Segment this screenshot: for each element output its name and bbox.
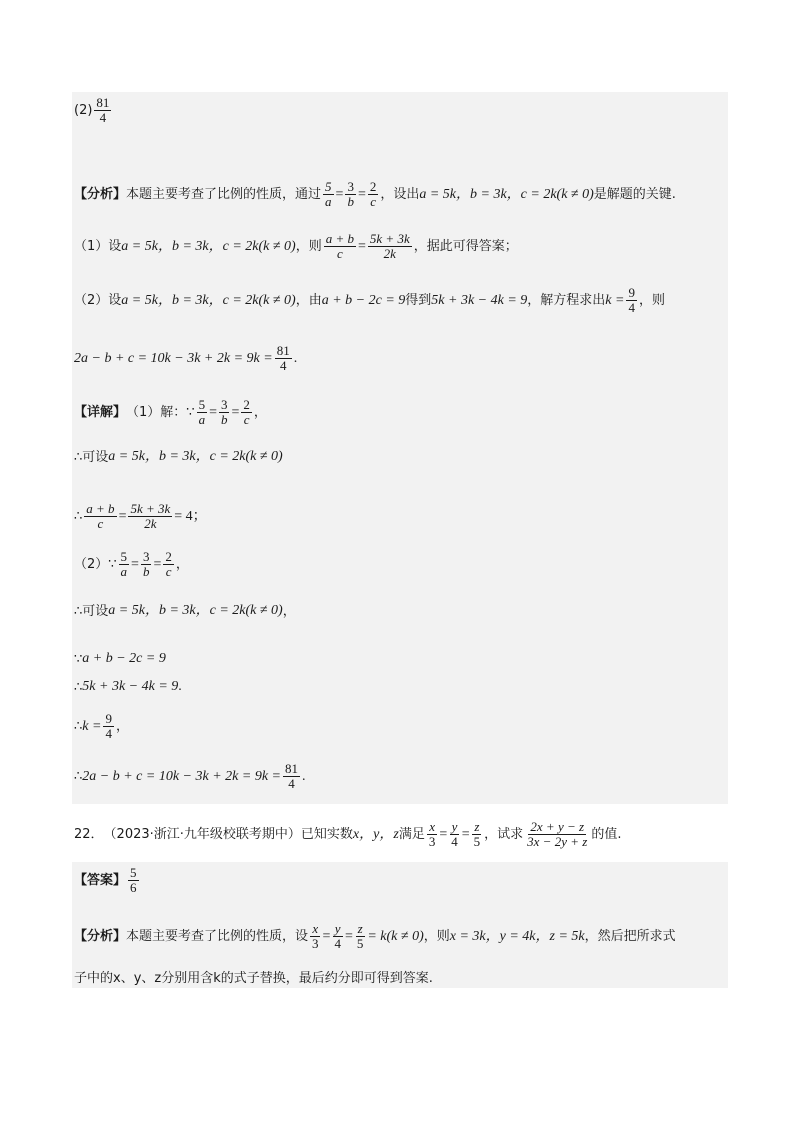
detail-part2: （2）∵ $\frac{5}{a}$ = $\frac{3}{b}$ = $\frac{2}{c}$ ， xyxy=(74,549,189,580)
equation: 5k + 3k − 4k = 9 xyxy=(431,292,528,308)
equation: a = 5k，b = 3k，c = 2k(k ≠ 0) xyxy=(108,449,283,464)
equation: k = xyxy=(82,718,102,734)
fraction: $\frac{81}{4}$ xyxy=(276,343,290,374)
step-2-result xyxy=(74,344,297,374)
fraction: $\frac{5}{a}$ xyxy=(120,549,128,580)
analysis-tag: 【分析】 xyxy=(74,187,127,203)
fraction: $\frac{2}{c}$ xyxy=(165,549,172,580)
fraction: $\frac{5}{a}$ xyxy=(198,397,206,428)
equation: 2a − b + c = 10k − 3k + 2k = 9k = xyxy=(82,768,281,784)
analysis-tag: 【分析】 xyxy=(74,929,127,945)
problem-text: 满足 xyxy=(398,827,425,843)
detail-set-2 xyxy=(74,604,296,618)
detail-final xyxy=(74,762,305,792)
fraction: $\frac{x}{3}$ xyxy=(428,819,436,850)
comma: ， xyxy=(253,405,267,421)
fraction: $\frac{a + b}{c}$ xyxy=(325,231,354,262)
detail-given xyxy=(74,652,166,666)
analysis-text: ，设出 xyxy=(380,187,420,203)
fraction: $\frac{5k + 3k}{2k}$ xyxy=(369,231,410,262)
prev-answer-fraction: $\frac{81}{4}$ xyxy=(96,95,110,126)
analysis-22: 【分析】 本题主要考查了比例的性质，设 $\frac{x}{3}$ = $\frac{y}{4}$ = $\frac{z}{5}$ = k(k ≠ 0) ，则 x = 3k，y = 4k，z = 5k ，然后把所求式 xyxy=(74,921,676,952)
step-text: ，则 xyxy=(295,239,322,255)
therefore-symbol: ∴ xyxy=(74,679,83,695)
problem-source: （2023·浙江·九年级校联考期中） xyxy=(103,827,301,843)
period: . xyxy=(301,768,306,784)
analysis-text: 是解题的关键. xyxy=(593,187,676,203)
fraction: $\frac{y}{4}$ xyxy=(334,921,341,952)
answer-tag: 【答案】 xyxy=(74,873,127,889)
step-label: （1）设 xyxy=(74,239,122,255)
therefore-symbol: ∴ xyxy=(74,769,83,785)
problem-22: 22． （2023·浙江·九年级校联考期中） 已知实数 x，y，z 满足 $\frac{x}{3}$ = $\frac{y}{4}$ = $\frac{z}{5}$ ，试求 $\frac{2x + y - z}{3x - 2y + z}$ 的值. xyxy=(74,819,622,850)
fraction: $\frac{2x + y - z}{3x - 2y + z}$ xyxy=(527,819,588,850)
detail-tag: 【详解】 xyxy=(74,405,127,421)
equation: a = 5k，b = 3k，c = 2k(k ≠ 0) xyxy=(121,238,296,254)
fraction: $\frac{5k + 3k}{2k}$ xyxy=(130,501,171,532)
fraction: $\frac{3}{b}$ xyxy=(220,397,228,428)
comma: ， xyxy=(282,603,296,619)
step-2: （2）设 a = 5k，b = 3k，c = 2k(k ≠ 0) ，由 a + b − 2c = 9 得到 5k + 3k − 4k = 9 ，解方程求出 k = $\frac{9}{4}$ ，则 xyxy=(74,285,665,316)
therefore-symbol: ∴ xyxy=(74,719,83,735)
analysis-text: ，然后把所求式 xyxy=(584,929,676,945)
detail-part1: 【详解】 （1）解：∵ $\frac{5}{a}$ = $\frac{3}{b}$ = $\frac{2}{c}$ ， xyxy=(74,397,267,428)
problem-text: ，试求 xyxy=(484,827,524,843)
step-1: （1）设 a = 5k，b = 3k，c = 2k(k ≠ 0) ，则 $\frac{a + b}{c}$ = $\frac{5k + 3k}{2k}$ ，据此可得答案； xyxy=(74,231,518,262)
step-text: ，则 xyxy=(638,293,665,309)
equation: a + b − 2c = 9 xyxy=(82,651,166,666)
detail-k-value xyxy=(74,712,129,742)
analysis-line: 【分析】 本题主要考查了比例的性质，通过 $\frac{5}{a}$ = $\frac{3}{b}$ = $\frac{2}{c}$ ，设出 a = 5k，b = 3k，c = 2k(k ≠ 0) 是解题的关键. xyxy=(74,179,676,210)
detail-set-1 xyxy=(74,450,283,464)
equation: a + b − 2c = 9 xyxy=(321,292,406,308)
analysis-text: 本题主要考查了比例的性质，设 xyxy=(126,929,309,945)
fraction: $\frac{5}{6}$ xyxy=(130,865,137,896)
because-symbol: ∵ xyxy=(74,651,83,667)
equation: a = 5k，b = 3k，c = 2k(k ≠ 0) xyxy=(419,186,594,202)
analysis-text: 本题主要考查了比例的性质，通过 xyxy=(126,187,322,203)
fraction: $\frac{3}{b}$ xyxy=(142,549,150,580)
analysis-text: 子中的x、y、z分别用含k的式子替换，最后约分即可得到答案. xyxy=(74,971,433,986)
fraction: $\frac{z}{5}$ xyxy=(473,819,481,850)
equation: x，y，z xyxy=(352,826,399,842)
problem-text: 已知实数 xyxy=(300,827,353,843)
equation: = k(k ≠ 0) xyxy=(367,928,424,944)
fraction: $\frac{y}{4}$ xyxy=(451,819,458,850)
fraction: $\frac{81}{4}$ xyxy=(284,761,298,792)
analysis-22-line2 xyxy=(74,972,433,985)
detail-label: （2）∵ xyxy=(74,557,117,573)
equation: 5k + 3k − 4k = 9 xyxy=(82,679,179,694)
detail-text: ∴可设 xyxy=(74,603,109,619)
comma: ， xyxy=(115,719,129,735)
equation: x = 3k，y = 4k，z = 5k xyxy=(449,928,585,944)
step-text: ，由 xyxy=(295,293,322,309)
prev-answer xyxy=(74,96,113,126)
period: . xyxy=(178,679,182,694)
fraction: $\frac{9}{4}$ xyxy=(628,285,635,316)
equation: 2a − b + c = 10k − 3k + 2k = 9k = xyxy=(74,350,273,366)
fraction: $\frac{z}{5}$ xyxy=(356,921,364,952)
fraction: $\frac{2}{c}$ xyxy=(243,397,250,428)
equation: a = 5k，b = 3k，c = 2k(k ≠ 0) xyxy=(108,603,283,618)
detail-k-equation xyxy=(74,680,182,694)
step-label: （2）设 xyxy=(74,293,122,309)
prev-answer-label: (2) xyxy=(74,103,93,119)
fraction: $\frac{2}{c}$ xyxy=(369,179,377,210)
equation: = 4； xyxy=(174,508,207,524)
comma: ， xyxy=(175,557,189,573)
problem-text: 的值. xyxy=(591,827,622,843)
fraction: $\frac{x}{3}$ xyxy=(312,921,319,952)
therefore-symbol: ∴ xyxy=(74,509,83,525)
fraction: $\frac{9}{4}$ xyxy=(105,711,112,742)
detail-text: ∴可设 xyxy=(74,449,109,465)
fraction: $\frac{a + b}{c}$ xyxy=(86,501,115,532)
fraction: $\frac{3}{b}$ xyxy=(347,179,354,210)
analysis-text: ，则 xyxy=(423,929,450,945)
equation: a = 5k，b = 3k，c = 2k(k ≠ 0) xyxy=(121,292,296,308)
answer-22 xyxy=(74,866,141,896)
step-text: ，据此可得答案； xyxy=(413,239,518,255)
period: . xyxy=(293,350,298,366)
step-text: ，解方程求出 xyxy=(527,293,606,309)
step-text: 得到 xyxy=(405,293,432,309)
fraction: $\frac{5}{a}$ xyxy=(325,179,332,210)
detail-label: （1）解：∵ xyxy=(126,405,195,421)
detail-result-1: ∴ $\frac{a + b}{c}$ = $\frac{5k + 3k}{2k}$ = 4； xyxy=(74,501,207,532)
problem-number: 22． xyxy=(74,827,104,843)
